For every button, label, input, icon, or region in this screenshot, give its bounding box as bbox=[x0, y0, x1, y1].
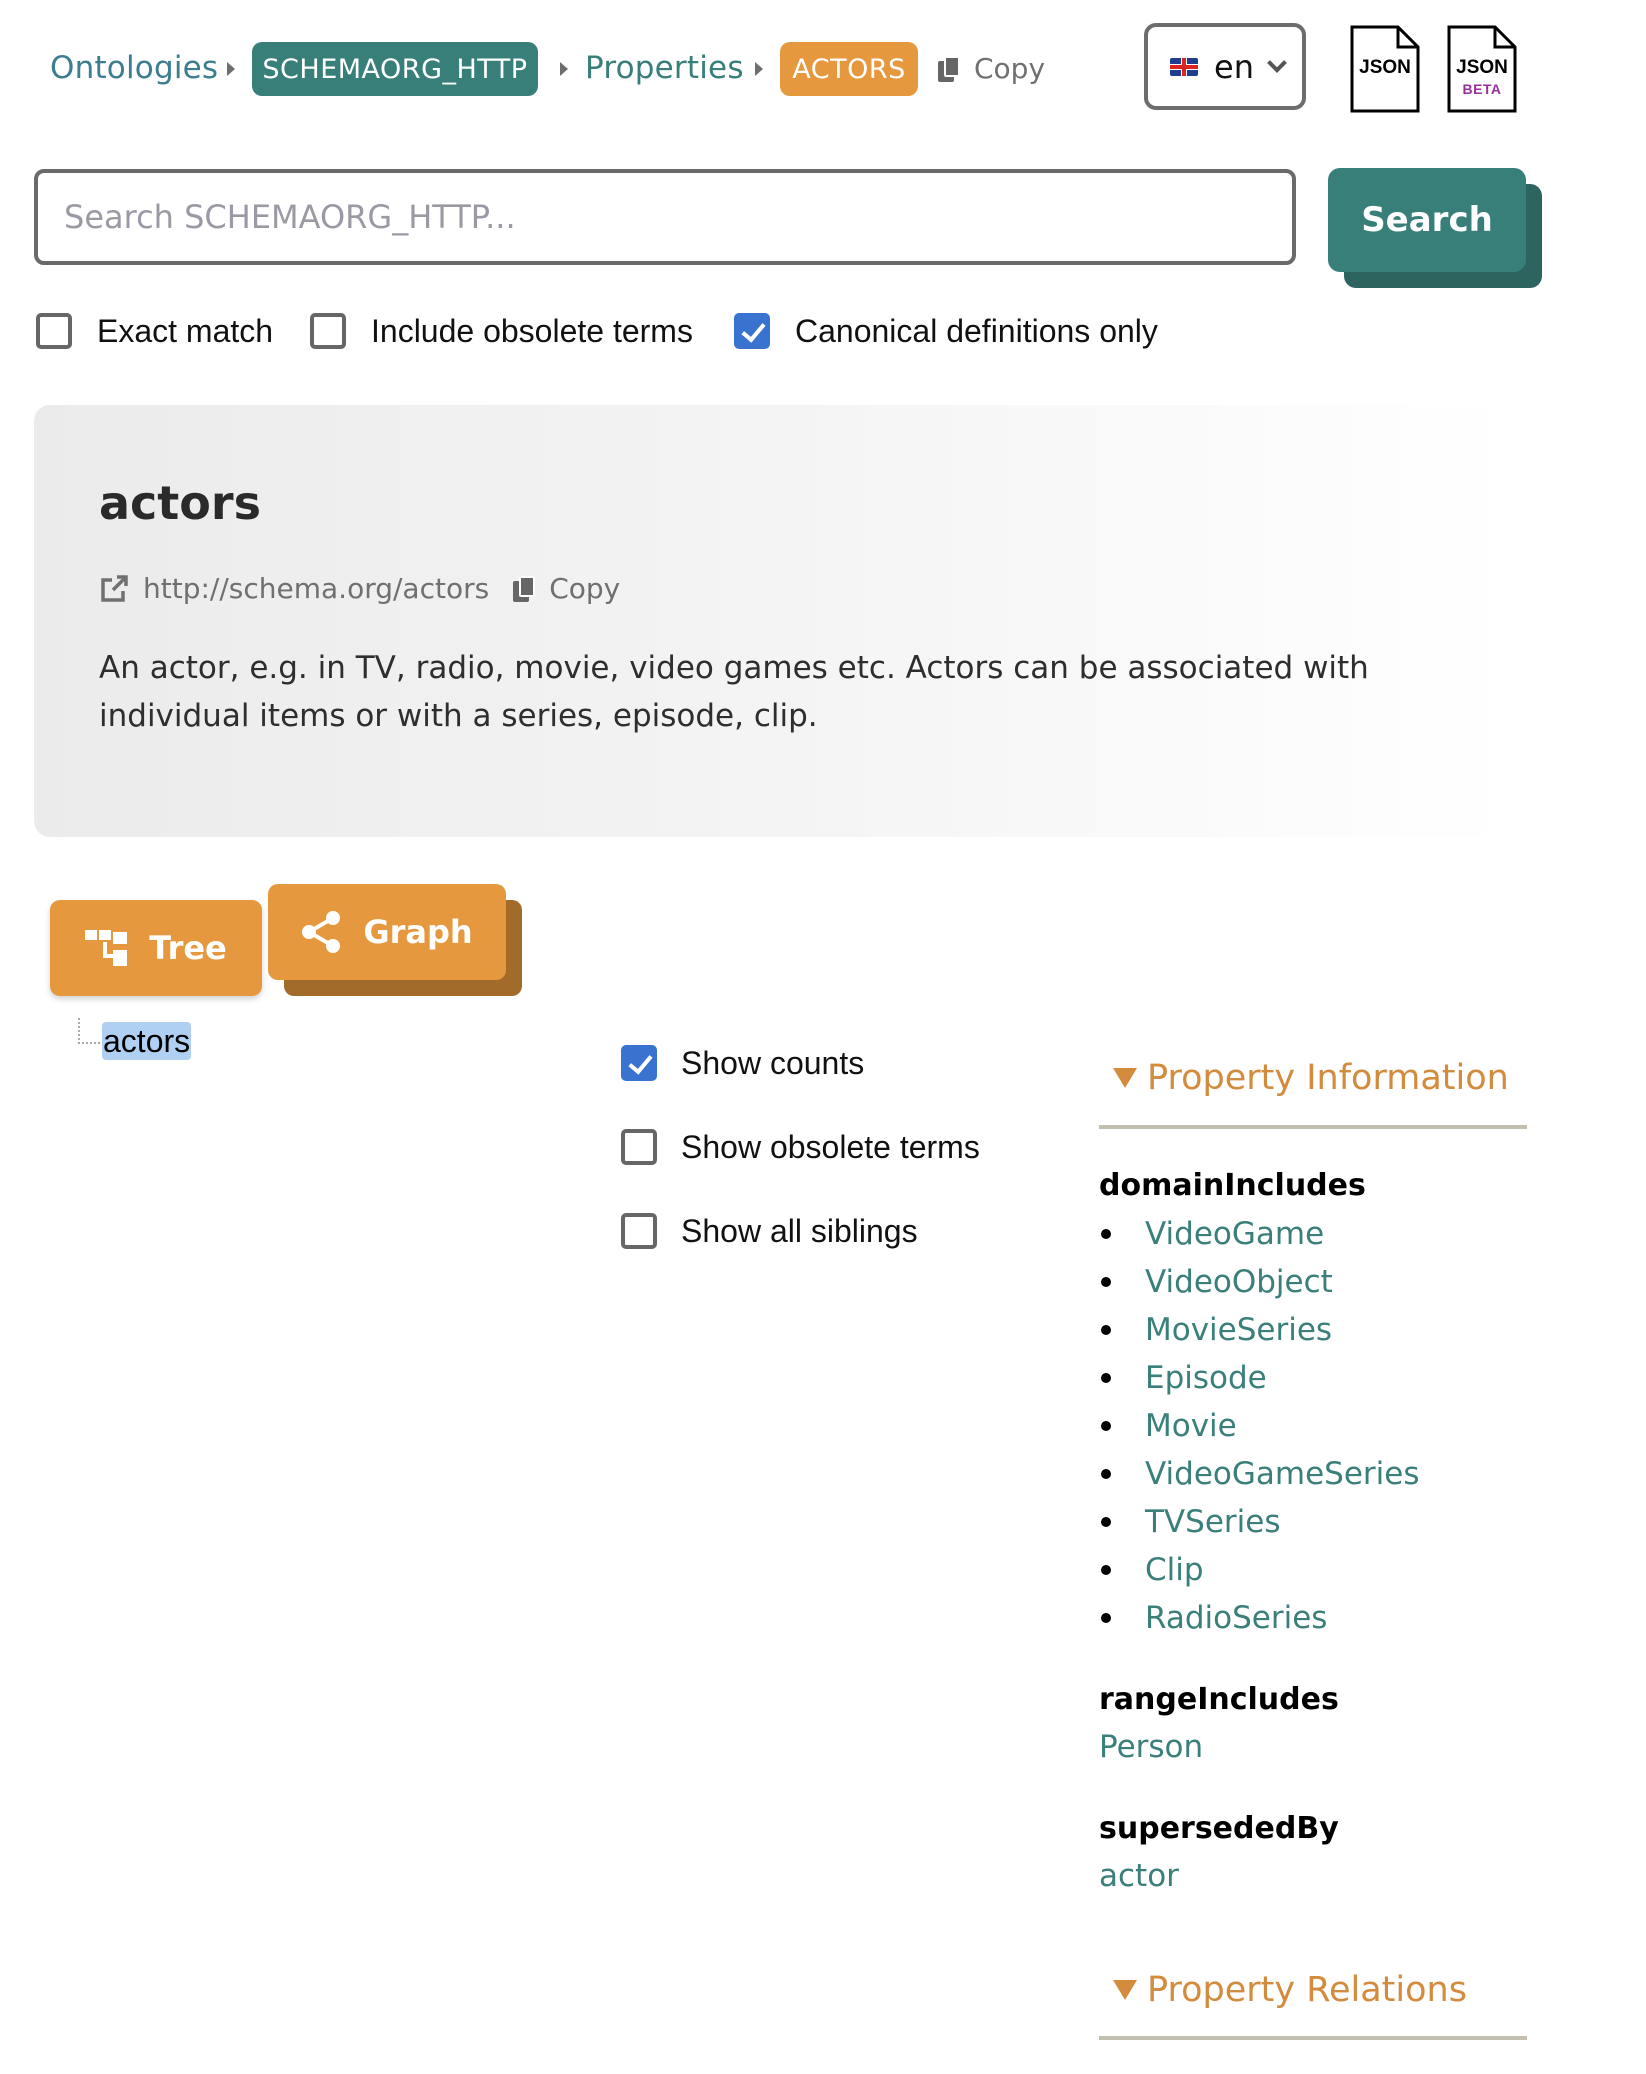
copy-icon bbox=[938, 56, 960, 82]
domain-link[interactable]: MovieSeries bbox=[1145, 1312, 1333, 1348]
json-download-button[interactable] bbox=[1350, 25, 1420, 113]
language-value: en bbox=[1214, 47, 1254, 86]
domain-link[interactable]: Clip bbox=[1145, 1552, 1204, 1588]
show-counts-checkbox[interactable] bbox=[621, 1045, 657, 1081]
term-iri-link[interactable]: http://schema.org/actors bbox=[143, 572, 490, 605]
json-label: JSON bbox=[1359, 57, 1411, 78]
search-input[interactable] bbox=[34, 169, 1296, 265]
canonical-only-checkbox[interactable] bbox=[734, 313, 770, 349]
domain-link[interactable]: Episode bbox=[1145, 1360, 1267, 1396]
breadcrumb-ontology-badge[interactable]: SCHEMAORG_HTTP bbox=[252, 42, 538, 96]
show-obsolete-label: Show obsolete terms bbox=[681, 1129, 980, 1165]
section-divider bbox=[1099, 2036, 1527, 2040]
list-item bbox=[1099, 1402, 1419, 1450]
breadcrumb-current-badge: ACTORS bbox=[780, 42, 918, 96]
breadcrumb-properties-link[interactable]: Properties bbox=[585, 50, 744, 86]
term-title: actors bbox=[99, 476, 261, 530]
range-includes-label: rangeIncludes bbox=[1099, 1682, 1339, 1717]
domain-includes-list bbox=[1099, 1210, 1419, 1642]
breadcrumb-separator-icon bbox=[560, 62, 568, 76]
share-graph-icon bbox=[301, 911, 341, 953]
tree-icon bbox=[85, 930, 127, 966]
property-information-toggle[interactable] bbox=[1113, 1058, 1509, 1098]
domain-link[interactable]: VideoObject bbox=[1145, 1264, 1333, 1300]
breadcrumb-separator-icon bbox=[227, 62, 235, 76]
tree-node-actors[interactable]: actors bbox=[103, 1023, 191, 1059]
term-card bbox=[34, 405, 1512, 837]
property-relations-heading: Property Relations bbox=[1147, 1970, 1467, 2010]
bullet-icon bbox=[1101, 1229, 1111, 1239]
triangle-down-icon bbox=[1113, 1980, 1137, 2000]
domain-includes-label: domainIncludes bbox=[1099, 1168, 1366, 1203]
term-copy-button[interactable] bbox=[513, 572, 620, 605]
breadcrumb-separator-icon bbox=[755, 62, 763, 76]
include-obsolete-checkbox[interactable] bbox=[310, 313, 346, 349]
domain-link[interactable]: VideoGameSeries bbox=[1145, 1456, 1420, 1492]
bullet-icon bbox=[1101, 1517, 1111, 1527]
search-button[interactable]: Search bbox=[1328, 168, 1526, 272]
canonical-only-label: Canonical definitions only bbox=[795, 313, 1158, 349]
show-siblings-checkbox[interactable] bbox=[621, 1213, 657, 1249]
beta-tag: BETA bbox=[1462, 81, 1502, 97]
list-item bbox=[1099, 1210, 1419, 1258]
term-iri-row bbox=[99, 572, 620, 605]
json-beta-download-button[interactable] bbox=[1447, 25, 1517, 113]
tree-view-label: Tree bbox=[149, 929, 227, 967]
exact-match-checkbox[interactable] bbox=[36, 313, 72, 349]
bullet-icon bbox=[1101, 1421, 1111, 1431]
bullet-icon bbox=[1101, 1565, 1111, 1575]
list-item bbox=[1099, 1450, 1419, 1498]
tree-view-button[interactable] bbox=[50, 900, 262, 996]
domain-link[interactable]: Movie bbox=[1145, 1408, 1237, 1444]
bullet-icon bbox=[1101, 1325, 1111, 1335]
list-item bbox=[1099, 1306, 1419, 1354]
breadcrumb-copy-button[interactable] bbox=[938, 52, 1045, 85]
tree-connector bbox=[78, 1018, 100, 1044]
list-item bbox=[1099, 1498, 1419, 1546]
graph-view-label: Graph bbox=[363, 913, 473, 951]
copy-label: Copy bbox=[549, 572, 621, 605]
language-selector[interactable] bbox=[1144, 23, 1306, 110]
triangle-down-icon bbox=[1113, 1068, 1137, 1088]
show-siblings-label: Show all siblings bbox=[681, 1213, 918, 1249]
copy-label: Copy bbox=[974, 52, 1046, 85]
bullet-icon bbox=[1101, 1373, 1111, 1383]
list-item bbox=[1099, 1258, 1419, 1306]
superseded-by-link[interactable]: actor bbox=[1099, 1858, 1179, 1894]
section-divider bbox=[1099, 1125, 1527, 1129]
list-item bbox=[1099, 1354, 1419, 1402]
domain-link[interactable]: VideoGame bbox=[1145, 1216, 1325, 1252]
json-beta-label: JSON bbox=[1456, 57, 1508, 78]
breadcrumb-ontologies-link[interactable]: Ontologies bbox=[50, 50, 219, 86]
include-obsolete-label: Include obsolete terms bbox=[371, 313, 693, 349]
bullet-icon bbox=[1101, 1613, 1111, 1623]
exact-match-label: Exact match bbox=[97, 313, 274, 349]
show-obsolete-checkbox[interactable] bbox=[621, 1129, 657, 1165]
bullet-icon bbox=[1101, 1277, 1111, 1287]
range-link[interactable]: Person bbox=[1099, 1729, 1204, 1765]
external-link-icon[interactable] bbox=[99, 574, 129, 604]
list-item bbox=[1099, 1546, 1419, 1594]
domain-link[interactable]: RadioSeries bbox=[1145, 1600, 1328, 1636]
list-item bbox=[1099, 1594, 1419, 1642]
show-counts-label: Show counts bbox=[681, 1045, 865, 1081]
copy-icon bbox=[513, 576, 535, 602]
chevron-down-icon bbox=[1267, 53, 1287, 73]
term-description: An actor, e.g. in TV, radio, movie, video games etc. Actors can be associated with individual items or with a series, episode, clip. bbox=[99, 650, 1369, 734]
bullet-icon bbox=[1101, 1469, 1111, 1479]
graph-view-button[interactable] bbox=[268, 884, 506, 980]
property-relations-toggle[interactable] bbox=[1113, 1970, 1467, 2010]
superseded-by-label: supersededBy bbox=[1099, 1811, 1339, 1846]
domain-link[interactable]: TVSeries bbox=[1145, 1504, 1281, 1540]
property-information-heading: Property Information bbox=[1147, 1058, 1509, 1098]
uk-flag-icon bbox=[1170, 58, 1198, 76]
